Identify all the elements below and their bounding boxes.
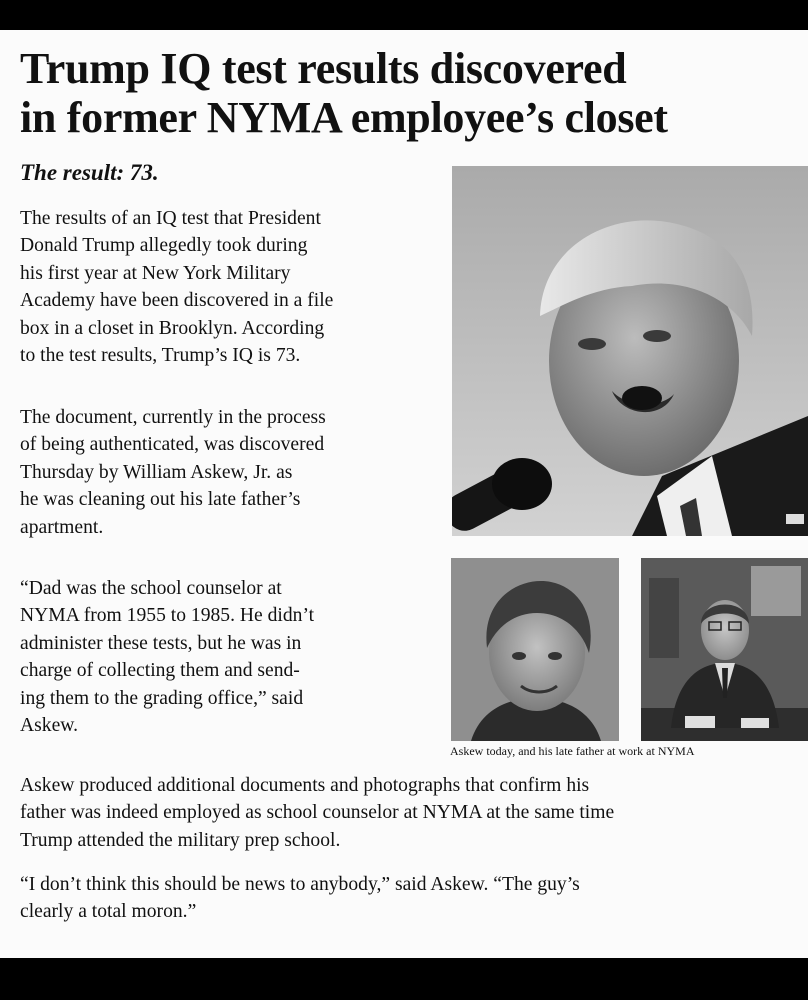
headline-line-1: Trump IQ test results discovered [20,44,627,93]
paragraph-4: Askew produced additional documents and photographs that confirm his father was indeed employed as school counselor at NYMA at the same time Trump attended the military prep school. [20,775,615,851]
askew-today-photo [451,558,619,741]
headline [20,44,808,142]
paragraph-2: The document, currently in the process of being authenticated, was discovered Thursday by William Askew, Jr. as he was cleaning out his late father’s apartment. [20,407,326,538]
paragraph-1: The results of an IQ test that President Donald Trump allegedly took during his first year at New York Military Academy have been discovered in a file box in a closet in Brooklyn. According to the test results, Trump’s IQ is 73. [20,208,334,367]
headline-line-2: in former NYMA employee’s closet [20,93,668,142]
photo-caption: Askew today, and his late father at work at NYMA [450,744,695,758]
paragraph-3: “Dad was the school counselor at NYMA from 1955 to 1985. He didn’t administer these tests, but he was in charge of collecting them and send- ing them to the grading office,” said Askew. [20,578,315,737]
paragraph-5: “I don’t think this should be news to anybody,” said Askew. “The guy’s clearly a total moron.” [20,874,580,923]
askew-father-photo [641,558,808,741]
subheadline: The result: 73. [20,160,159,185]
main-photo [452,166,808,536]
newspaper-clipping [0,30,808,958]
